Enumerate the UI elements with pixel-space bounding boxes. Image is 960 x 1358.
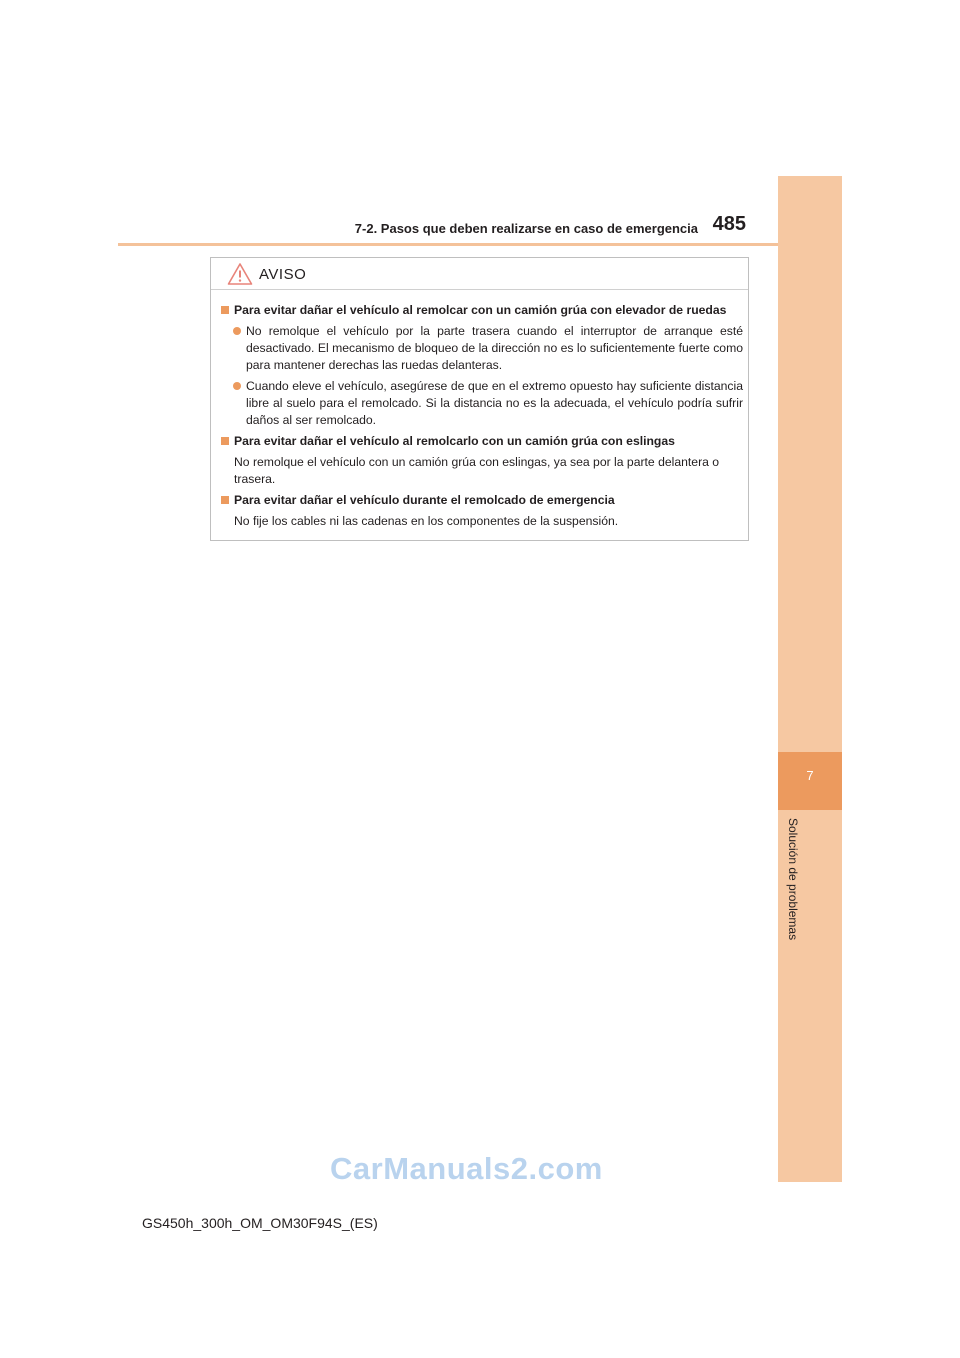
warning-content [221, 302, 743, 534]
section-heading-text: Para evitar dañar el vehículo durante el remolcado de emergencia [234, 493, 615, 507]
section-heading [221, 302, 743, 319]
bullet-text: Cuando eleve el vehículo, asegúrese de que en el extremo opuesto hay suficiente distancia libre al suelo para el remolcado. Si la distancia no es la adecuada, el vehículo podría sufrir daños al ser remolcado. [246, 379, 743, 427]
side-tab [778, 176, 842, 1182]
section-paragraph: No remolque el vehículo con un camión grúa con eslingas, ya sea por la parte delantera o trasera. [234, 455, 720, 486]
section-paragraph: No fije los cables ni las cadenas en los componentes de la suspensión. [234, 514, 619, 528]
square-bullet-icon [221, 437, 229, 445]
warning-title: AVISO [259, 265, 307, 283]
circle-bullet-icon [233, 382, 241, 390]
bullet-text: No remolque el vehículo por la parte trasera cuando el interruptor de arranque esté desactivado. El mecanismo de bloqueo de la dirección no es lo suficientemente fuerte como para mantener derechas las ruedas delanteras. [246, 324, 743, 372]
warning-divider [211, 289, 748, 290]
watermark: CarManuals2.com [330, 1151, 603, 1186]
header-title: 7-2. Pasos que deben realizarse en caso de emergencia [354, 221, 698, 236]
section-heading [221, 492, 743, 509]
bullet-item [221, 323, 743, 374]
section-heading [221, 433, 743, 450]
bullet-item [221, 378, 743, 429]
section-heading-text: Para evitar dañar el vehículo al remolcarlo con un camión grúa con eslingas [234, 434, 675, 448]
square-bullet-icon [221, 496, 229, 504]
warning-triangle-icon [227, 262, 253, 286]
footer-code: GS450h_300h_OM_OM30F94S_(ES) [142, 1215, 378, 1231]
square-bullet-icon [221, 306, 229, 314]
page-number: 485 [712, 213, 746, 235]
section-heading-text: Para evitar dañar el vehículo al remolcar con un camión grúa con elevador de ruedas [234, 303, 727, 317]
side-tab-label: Solución de problemas [786, 818, 800, 941]
side-tab-number: 7 [806, 768, 814, 783]
circle-bullet-icon [233, 327, 241, 335]
warning-box [210, 257, 749, 541]
header-rule [118, 243, 842, 246]
warning-header [227, 262, 306, 286]
